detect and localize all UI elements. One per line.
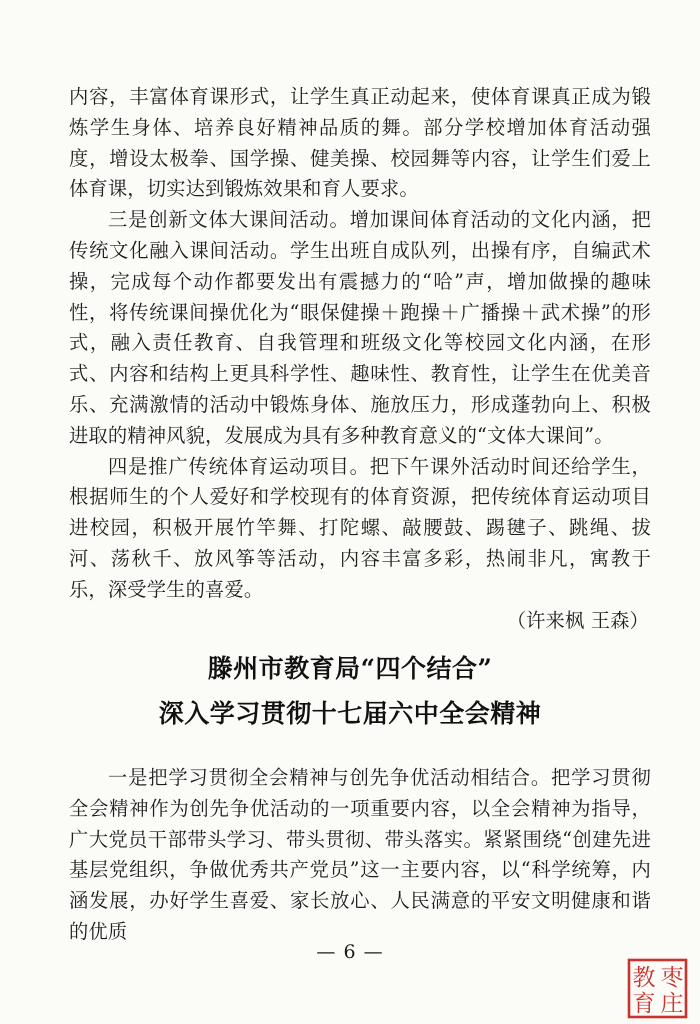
article-2-paragraph-1: 一是把学习贯彻全会精神与创先争优活动相结合。把学习贯彻全会精神作为创先争优活动的一项重要内容，以全会精神为指导，广大党员干部带头学习、带头贯彻、带头落实。紧紧围绕“创建先进基层党组织，争做优秀共产党员”这一主要内容，以“科学统筹，内涵发展，办好学生喜爱、家长放心、人民满意的平安文明健康和谐的优质 [69,766,651,943]
seal-char: 育 [632,991,656,1017]
article-1-paragraph-1: 内容，丰富体育课形式，让学生真正动起来，使体育课真正成为锻炼学生身体、培养良好精神品质的舞。部分学校增加体育活动强度，增设太极拳、国学操、健美操、校园舞等内容，让学生们爱上体育课，切实达到锻炼效果和育人要求。 [69,85,651,201]
article-1-paragraph-3: 四是推广传统体育运动项目。把下午课外活动时间还给学生，根据师生的个人爱好和学校现有的体育资源，把传统体育运动项目进校园，积极开展竹竿舞、打陀螺、敲腰鼓、踢毽子、跳绳、拔河、荡秋千、放风筝等活动，内容丰富多彩，热闹非凡，寓教于乐，深受学生的喜爱。 [69,454,651,601]
article-2-body [69,763,651,948]
seal-char: 枣 [660,965,684,991]
seal-char: 教 [632,965,656,991]
article-1-author: （许来枫 王森） [506,608,649,632]
article-2-title-line-2: 深入学习贯彻十七届六中全会精神 [158,699,542,728]
article-1-body [69,82,651,636]
article-1-paragraph-2: 三是创新文体大课间活动。增加课间体育活动的文化内涵，把传统文化融入课间活动。学生出班自成队列，出操有序，自编武术操，完成每个动作都要发出有震撼力的“哈”声，增加做操的趣味性，将传统课间操优化为“眼保健操＋跑操＋广播操＋武术操”的形式，融入责任教育、自我管理和班级文化等校园文化内涵，在形式、内容和结构上更具科学性、趣味性、教育性，让学生在优美音乐、充满激情的活动中锻炼身体、施放压力，形成蓬勃向上、积极进取的精神风貌，发展成为具有多种教育意义的“文体大课间”。 [69,208,651,447]
seal-stamp-icon [627,958,688,1019]
article-2-title-line-1: 滕州市教育局“四个结合” [207,654,493,683]
page-number: — 6 — [316,941,384,963]
seal-char: 庄 [660,991,684,1017]
